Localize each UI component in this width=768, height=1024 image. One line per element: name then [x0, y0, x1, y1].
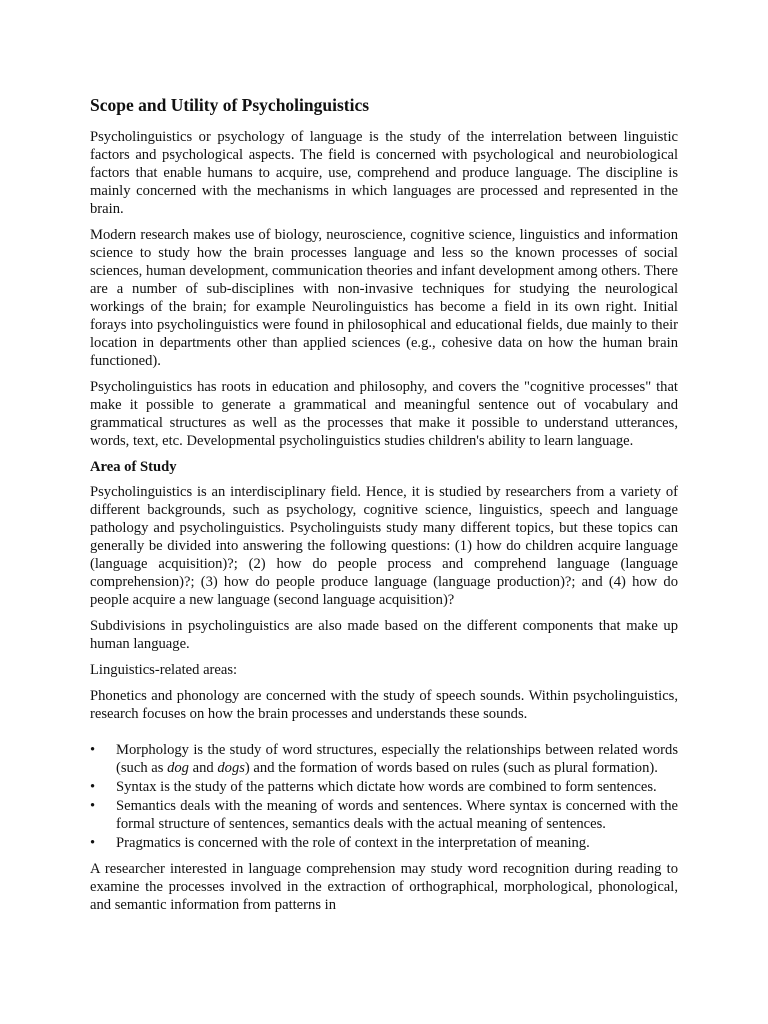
- list-item-syntax: [90, 778, 678, 796]
- page-title: Scope and Utility of Psycholinguistics: [90, 95, 370, 115]
- bullet-icon: •: [90, 835, 96, 851]
- paragraph-interdisciplinary: Psycholinguistics is an interdisciplinary field. Hence, it is studied by researchers from a variety of different backgrounds, such as psychology, cognitive science, linguistics, speech and language pathology and psycholinguistics. Psycholinguists study many different topics, but these topics can generally be divided into answering the following questions: (1) how do children acquire language (language acquisition)?; (2) how do people process and comprehend language (language comprehension)?; (3) how do people produce language (language production)?; and (4) how do people acquire a new language (second language acquisition)?: [90, 484, 678, 608]
- list-item-text: ) and the formation of words based on rules (such as plural formation).: [244, 760, 658, 776]
- bullet-list: [90, 741, 678, 852]
- spacer: [90, 731, 678, 741]
- list-item-text: and: [188, 760, 218, 776]
- list-item-semantics: [90, 797, 678, 833]
- paragraph-researcher: A researcher interested in language comprehension may study word recognition during reading to examine the processes involved in the extraction of orthographical, morphological, phonological, and semantic information from patterns in: [90, 861, 678, 913]
- bullet-icon: •: [90, 798, 96, 814]
- bullet-icon: •: [90, 779, 96, 795]
- paragraph-roots: Psycholinguistics has roots in education and philosophy, and covers the "cognitive processes" that make it possible to generate a grammatical and meaningful sentence out of vocabulary and grammatical structures as well as the processes that make it possible to understand utterances, words, text, etc. Developmental psycholinguistics studies children's ability to learn language.: [90, 379, 678, 449]
- paragraph-intro: Psycholinguistics or psychology of language is the study of the interrelation between linguistic factors and psychological aspects. The field is concerned with psychological and neurobiological factors that enable humans to acquire, use, comprehend and produce language. The discipline is mainly concerned with the mechanisms in which languages are processed and represented in the brain.: [90, 129, 678, 217]
- list-item-text: Semantics deals with the meaning of words and sentences. Where syntax is concerned with the formal structure of sentences, semantics deals with the actual meaning of sentences.: [116, 798, 678, 832]
- paragraph-linguistics-areas: Linguistics-related areas:: [90, 662, 238, 678]
- list-item-morphology: [90, 741, 678, 777]
- list-item-text: Morphology is the study of word structures, especially the relationships between related words (such as: [116, 742, 678, 776]
- list-item-text: Syntax is the study of the patterns which dictate how words are combined to form sentences.: [116, 779, 657, 795]
- section-heading-area-of-study: Area of Study: [90, 459, 177, 475]
- paragraph-phonetics: Phonetics and phonology are concerned with the study of speech sounds. Within psycholinguistics, research focuses on how the brain processes and understands these sounds.: [90, 688, 678, 722]
- paragraph-modern-research: Modern research makes use of biology, neuroscience, cognitive science, linguistics and information science to study how the brain processes language and less so the known processes of social sciences, human development, communication theories and infant development among others. There are a number of sub-disciplines with non-invasive techniques for studying the neurological workings of the brain; for example Neurolinguistics has become a field in its own right. Initial forays into psycholinguistics were found in philosophical and educational fields, due mainly to their location in departments other than applied sciences (e.g., cohesive data on how the human brain functioned).: [90, 227, 678, 369]
- bullet-icon: •: [90, 742, 96, 758]
- emphasis-dogs: dogs: [217, 760, 245, 776]
- list-item-text: Pragmatics is concerned with the role of context in the interpretation of meaning.: [116, 835, 590, 851]
- document-page: [90, 94, 678, 922]
- list-item-pragmatics: [90, 834, 678, 852]
- emphasis-dog: dog: [167, 760, 189, 776]
- paragraph-subdivisions: Subdivisions in psycholinguistics are also made based on the different components that make up human language.: [90, 618, 678, 652]
